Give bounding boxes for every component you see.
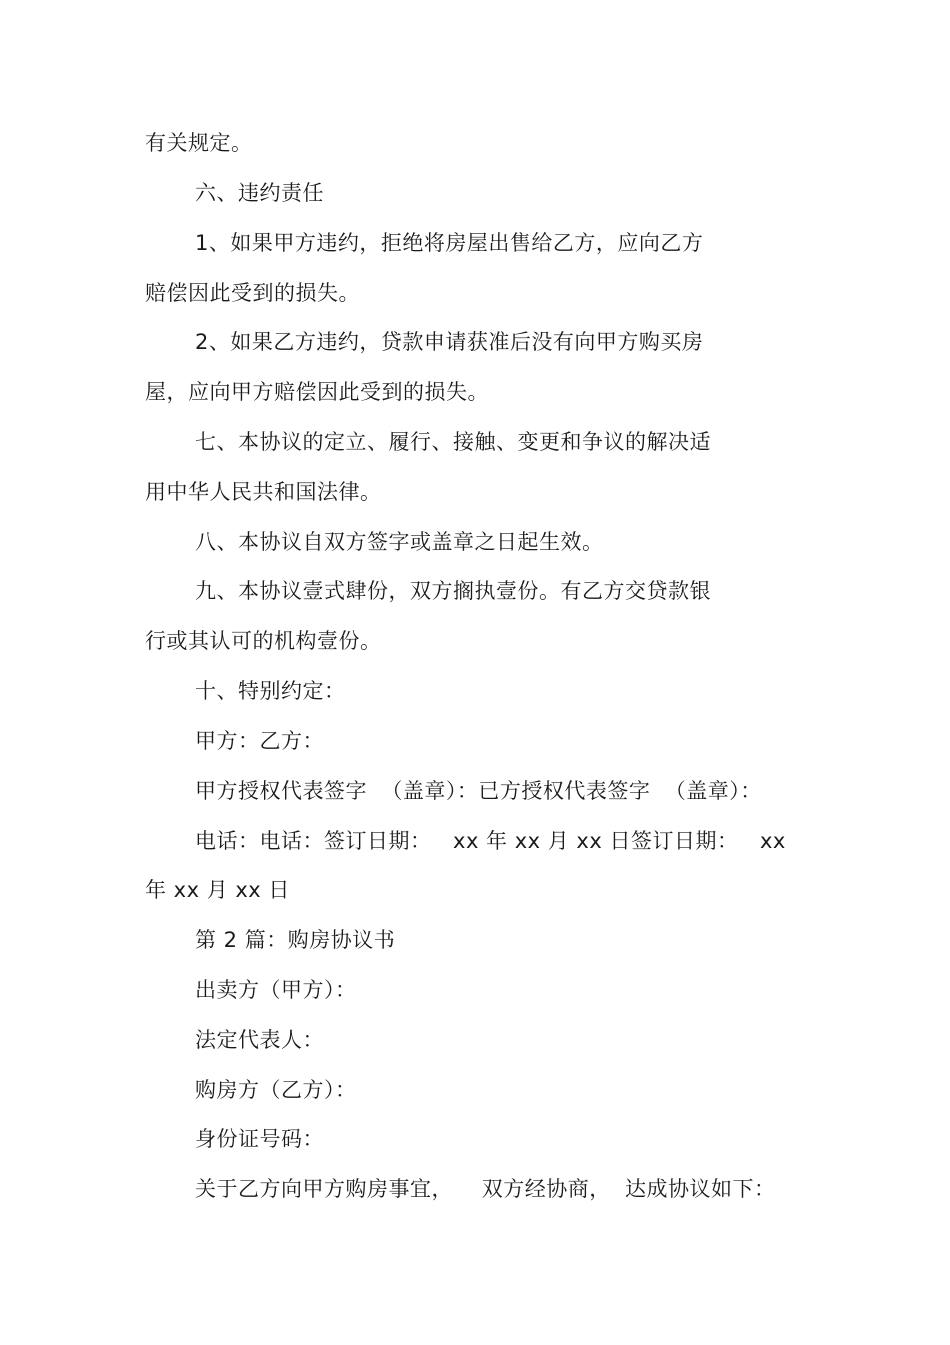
clause-1-line-2: 赔偿因此受到的损失。 — [145, 281, 360, 305]
section-10-special-terms: 十、特别约定： — [195, 679, 346, 703]
section-9-line-2: 行或其认可的机构壹份。 — [145, 629, 382, 653]
clause-2-line-1: 2、如果乙方违约，贷款申请获准后没有向甲方购买房 — [195, 330, 704, 354]
article-2-title: 第 2 篇：购房协议书 — [195, 928, 396, 952]
text-line-continuation: 有关规定。 — [145, 131, 253, 155]
buyer-label: 购房方（乙方）： — [195, 1078, 357, 1102]
signature-labels: 甲方授权代表签字 （盖章）：已方授权代表签字 （盖章）： — [195, 779, 762, 803]
id-number-label: 身份证号码： — [195, 1127, 324, 1151]
clause-1-line-1: 1、如果甲方违约，拒绝将房屋出售给乙方，应向乙方 — [195, 231, 704, 255]
phone-and-date-line-1: 电话：电话：签订日期： xx 年 xx 月 xx 日签订日期： xx — [195, 829, 786, 853]
seller-label: 出卖方（甲方）： — [195, 978, 357, 1002]
section-8: 八、本协议自双方签字或盖章之日起生效。 — [195, 530, 604, 554]
section-7-line-2: 用中华人民共和国法律。 — [145, 480, 382, 504]
section-heading-breach-liability: 六、违约责任 — [195, 181, 324, 205]
clause-2-line-2: 屋，应向甲方赔偿因此受到的损失。 — [145, 380, 489, 404]
section-7-line-1: 七、本协议的定立、履行、接触、变更和争议的解决适 — [195, 430, 711, 454]
section-9-line-1: 九、本协议壹式肆份，双方搁执壹份。有乙方交贷款银 — [195, 579, 711, 603]
legal-representative-label: 法定代表人： — [195, 1028, 324, 1052]
agreement-intro: 关于乙方向甲方购房事宜， 双方经协商， 达成协议如下： — [195, 1177, 776, 1201]
party-labels: 甲方：乙方： — [195, 729, 324, 753]
phone-and-date-line-2: 年 xx 月 xx 日 — [145, 878, 290, 902]
